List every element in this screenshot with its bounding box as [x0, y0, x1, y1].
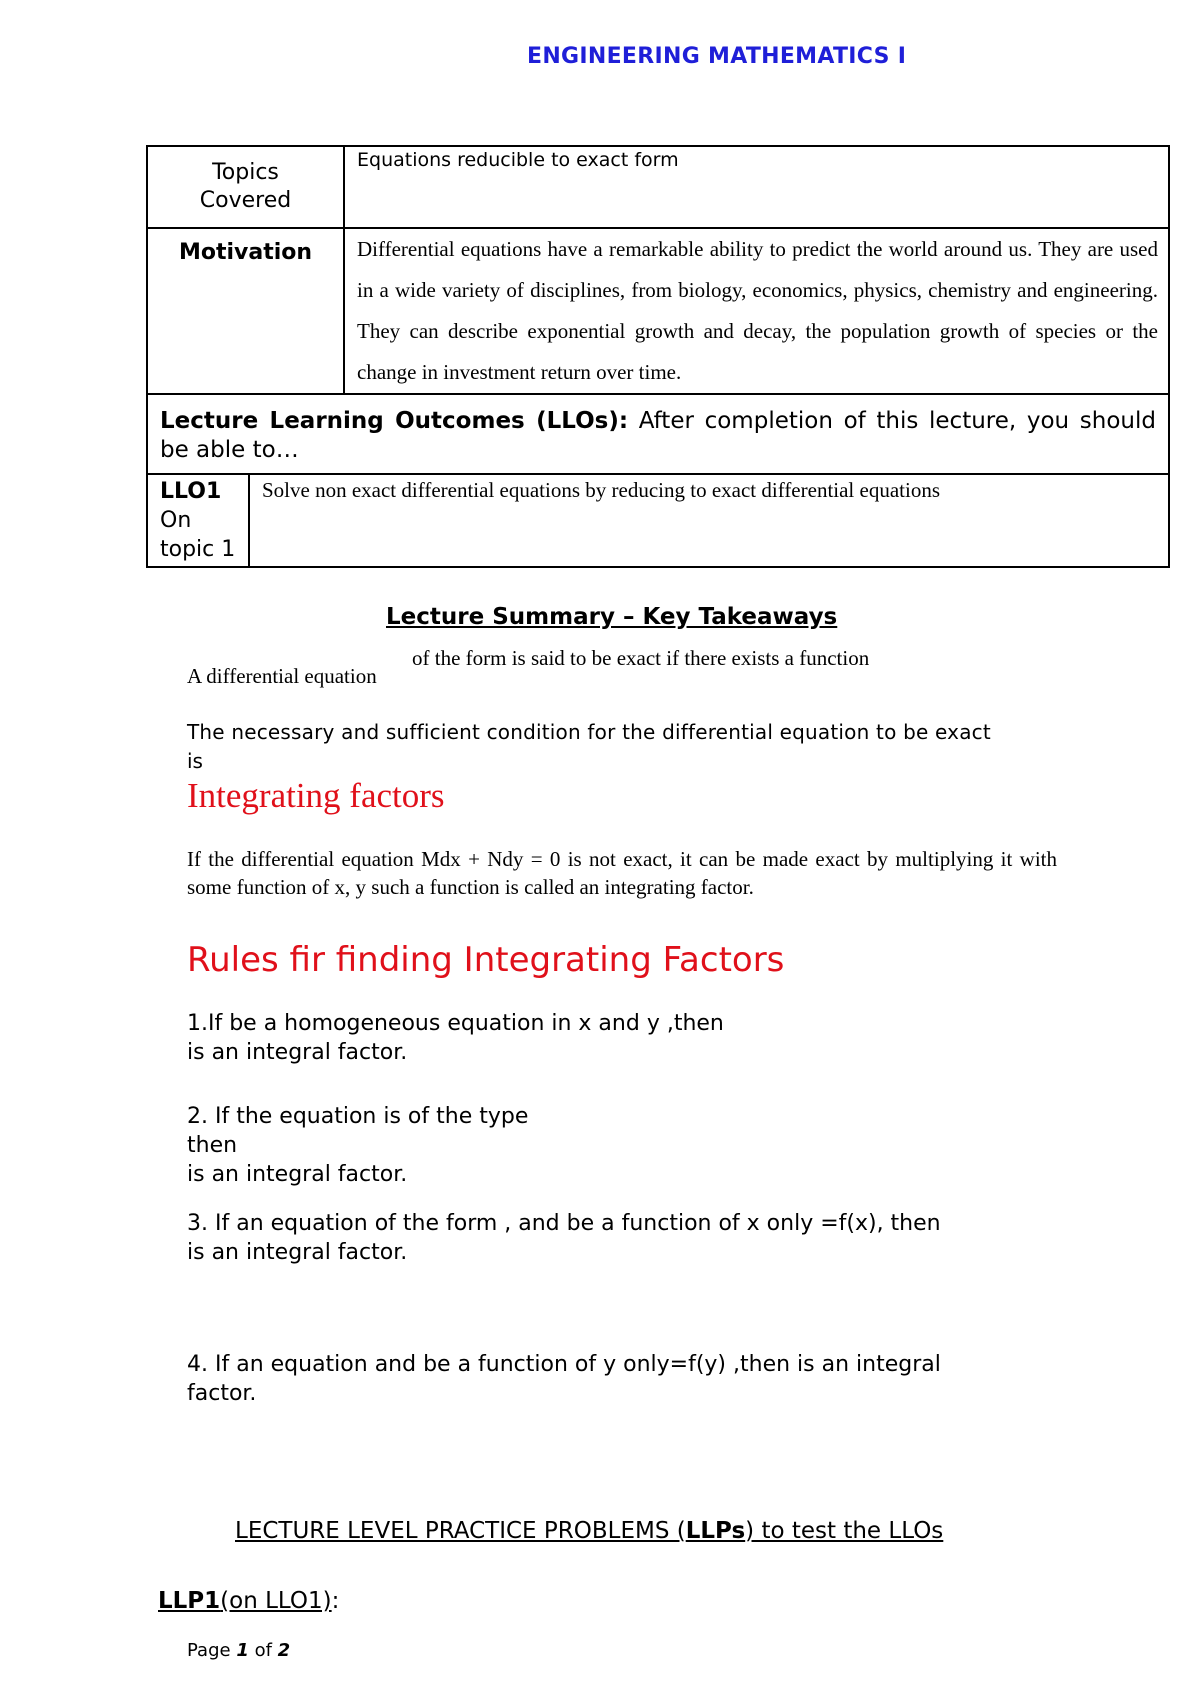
llo1-sub2: topic 1	[160, 537, 236, 562]
rule-2	[187, 1102, 1067, 1189]
rule-3	[187, 1209, 1067, 1267]
motivation-label: Motivation	[178, 240, 313, 265]
topics-label-line1: Topics	[212, 160, 279, 185]
summary-line1-part2: of the form is said to be exact if there exists a function	[412, 646, 870, 670]
llp1-colon: :	[331, 1588, 340, 1614]
motivation-row	[147, 228, 1169, 394]
topics-row	[147, 146, 1169, 228]
rule-1	[187, 1009, 1067, 1067]
summary-line2: The necessary and sufficient condition for the differential equation to be exact	[187, 720, 991, 744]
rule-4	[187, 1350, 1067, 1408]
rule3-line1: 3. If an equation of the form , and be a function of x only =f(x), then	[187, 1211, 941, 1236]
llo-heading-row	[147, 394, 1169, 474]
llo1-text-cell	[249, 474, 1169, 567]
rule2-line1: 2. If the equation is of the type	[187, 1104, 529, 1129]
integrating-factors-heading: Integrating factors	[187, 776, 445, 815]
rule1-line2: is an integral factor.	[187, 1040, 408, 1065]
footer-page-num: 1	[236, 1640, 249, 1661]
summary-line2b: is	[187, 749, 203, 773]
summary-title: Lecture Summary – Key Takeaways	[386, 604, 838, 630]
llp1-heading	[158, 1588, 339, 1614]
llo1-label: LLO1	[160, 479, 222, 504]
motivation-text: Differential equations have a remarkable ability to predict the world around us. They are used in a wide variety of disciplines, from biology, economics, physics, chemistry and engineering. They can describe exponential growth and decay, the population growth of species or the change in investment return over time.	[357, 237, 1158, 384]
footer-of-word: of	[248, 1640, 278, 1661]
llo1-sub1: On	[160, 508, 192, 533]
document-header-title: ENGINEERING MATHEMATICS I	[527, 44, 907, 69]
llp-section-title	[235, 1518, 943, 1544]
rules-heading: Rules fir finding Integrating Factors	[187, 940, 785, 980]
rule4-line1: 4. If an equation and be a function of y only=f(y) ,then is an integral	[187, 1352, 941, 1377]
topics-label-cell	[147, 146, 344, 228]
llp-title-bold: LLPs	[685, 1518, 746, 1544]
llo1-row	[147, 474, 1169, 567]
lecture-info-table	[146, 145, 1170, 568]
footer-page-total: 2	[277, 1640, 291, 1661]
llo-heading-bold: Lecture Learning Outcomes (LLOs):	[160, 408, 629, 434]
rule3-line2: is an integral factor.	[187, 1240, 408, 1265]
rule4-line2: factor.	[187, 1381, 257, 1406]
rule2-line2: then	[187, 1133, 238, 1158]
summary-line1-part1: A differential equation	[187, 664, 377, 688]
motivation-label-cell	[147, 228, 344, 394]
llo1-label-cell	[147, 474, 249, 567]
topics-value-cell	[344, 146, 1169, 228]
llp-title-part2: ) to test the LLOs	[745, 1518, 944, 1544]
page-footer	[187, 1640, 290, 1661]
topics-value: Equations reducible to exact form	[357, 149, 679, 171]
integrating-factors-text: If the differential equation Mdx + Ndy = 0 is not exact, it can be made exact by multiplying it with some function of x, y such a function is called an integrating factor.	[187, 847, 1057, 899]
motivation-text-cell	[344, 228, 1169, 394]
footer-page-word: Page	[187, 1640, 237, 1661]
llp1-bold: LLP1	[158, 1588, 221, 1614]
topics-label-line2: Covered	[199, 188, 292, 213]
llo-heading-rest: After completion of this lecture, you should be able to…	[160, 408, 1156, 463]
llo1-text: Solve non exact differential equations by reducing to exact differential equations	[262, 478, 940, 502]
llp1-rest: (on LLO1)	[220, 1588, 332, 1614]
rule2-line3: is an integral factor.	[187, 1162, 408, 1187]
rule1-line1: 1.If be a homogeneous equation in x and y ,then	[187, 1011, 724, 1036]
llo-heading-cell	[147, 394, 1169, 474]
llp-title-part1: LECTURE LEVEL PRACTICE PROBLEMS (	[235, 1518, 686, 1544]
